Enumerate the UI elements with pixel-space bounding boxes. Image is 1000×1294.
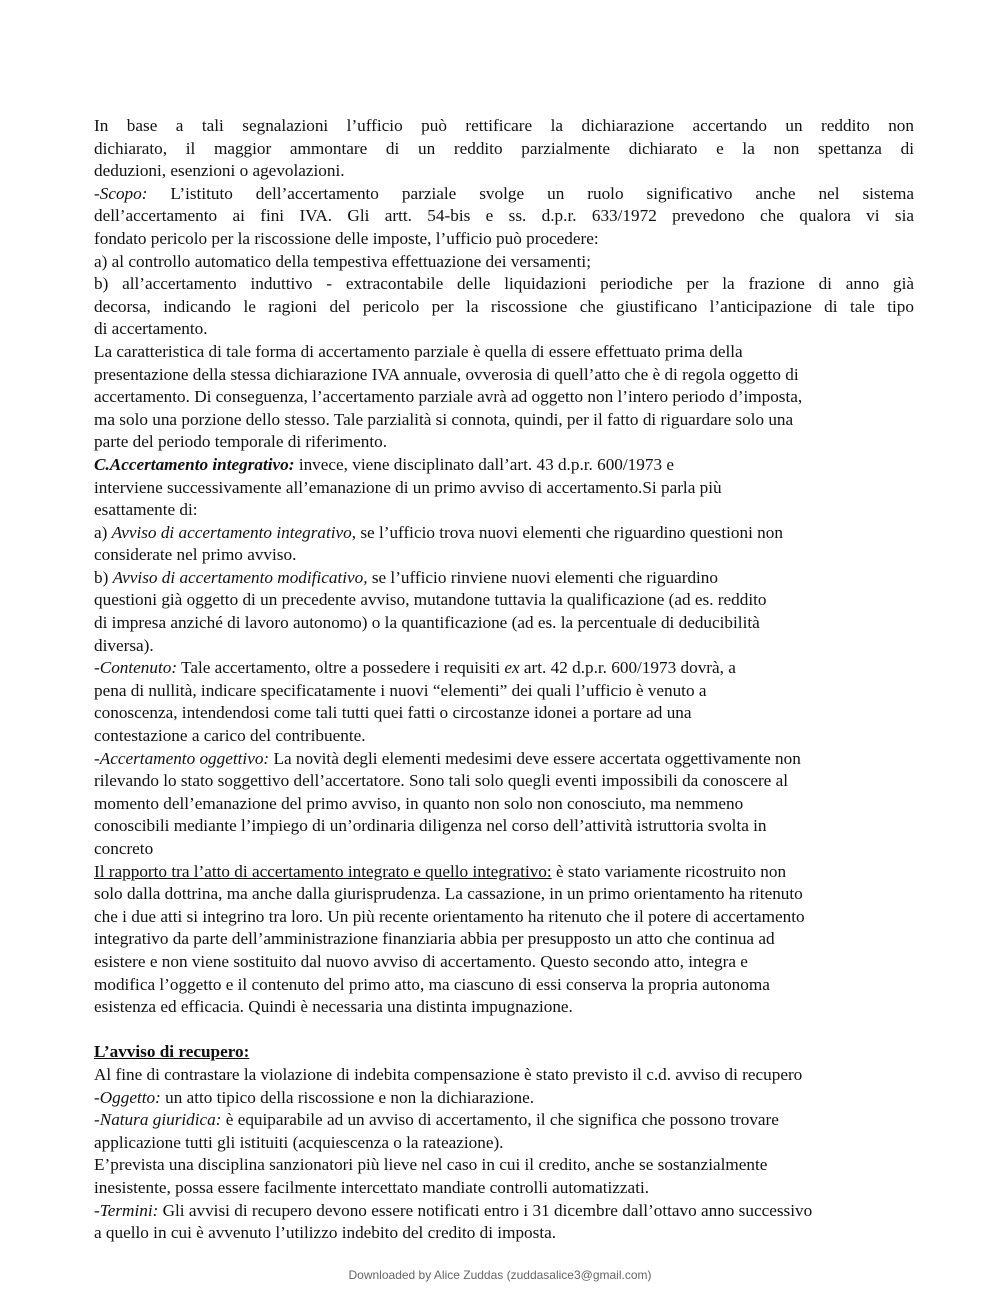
termini-label: Termini:	[99, 1200, 159, 1220]
integrativo-line: C.Accertamento integrativo: invece, viene disciplinato dall’art. 43 d.p.r. 600/1973 e	[94, 454, 674, 474]
contenuto-label: -Contenuto:	[94, 658, 178, 678]
text-line: diversa).	[94, 635, 154, 655]
scopo-line: -Scopo: L’istituto dell’accertamento parziale svolge un ruolo significativo anche nel sistema	[94, 183, 914, 203]
text-line: momento dell’emanazione del primo avviso, in quanto non solo non conosciuto, ma nemmeno	[94, 793, 744, 813]
text-line: di impresa anziché di lavoro autonomo) o la quantificazione (ad es. la percentuale di deducibilità	[94, 613, 760, 633]
text-line: a quello in cui è avvenuto l’utilizzo indebito del credito di imposta.	[94, 1223, 557, 1243]
recupero-heading: L’avviso di recupero:	[94, 1042, 250, 1062]
download-footer: Downloaded by Alice Zuddas (zuddasalice3@gmail.com)	[348, 1268, 652, 1282]
text-line: deduzioni, esenzioni o agevolazioni.	[94, 161, 345, 181]
text-line: accertamento. Di conseguenza, l’accertamento parziale avrà ad oggetto non l’intero periodo d’imposta,	[94, 387, 803, 407]
text-line: considerate nel primo avviso.	[94, 545, 297, 565]
list-item: b) Avviso di accertamento modificativo, se l’ufficio rinviene nuovi elementi che riguardino	[94, 567, 718, 587]
text-line: integrativo da parte dell’amministrazione finanziaria abbia per presupposto un atto che continua ad	[94, 929, 775, 949]
paragraph-gap	[94, 1019, 914, 1042]
text-line: esattamente di:	[94, 500, 198, 520]
section-heading: C.Accertamento integrativo:	[94, 454, 295, 474]
text-line: Al fine di contrastare la violazione di indebita compensazione è stato previsto il c.d. avviso di recupero	[94, 1064, 803, 1084]
termini-line: -Termini: Gli avvisi di recupero devono essere notificati entro i 31 dicembre dall’ottavo anno successivo	[94, 1200, 813, 1220]
oggetto-label: -Oggetto:	[94, 1087, 161, 1107]
text-line: b) all’accertamento induttivo - extracontabile delle liquidazioni periodiche per la frazione di anno già	[94, 274, 914, 294]
text-line: interviene successivamente all’emanazione di un primo avviso di accertamento.Si parla più	[94, 477, 722, 497]
contenuto-line: -Contenuto: Tale accertamento, oltre a possedere i requisiti ex art. 42 d.p.r. 600/1973 dovrà, a	[94, 658, 736, 678]
text-line: conoscibili mediante l’impiego di un’ordinaria diligenza nel corso dell’attività istruttoria svolta in	[94, 816, 767, 836]
text-line: La caratteristica di tale forma di accertamento parziale è quella di essere effettuato prima della	[94, 341, 743, 361]
text-line: contestazione a carico del contribuente.	[94, 726, 366, 746]
rapporto-line: Il rapporto tra l’atto di accertamento integrato e quello integrativo: è stato variamente ricostruito non	[94, 861, 787, 881]
text-line: decorsa, indicando le ragioni del pericolo per la riscossione che giustificano l’anticipazione di tale tipo	[94, 296, 914, 316]
text-line: che i due atti si integrino tra loro. Un più recente orientamento ha ritenuto che il potere di accertamento	[94, 906, 805, 926]
natura-line: -Natura giuridica: è equiparabile ad un avviso di accertamento, il che significa che possono trovare	[94, 1110, 779, 1130]
text-line: questioni già oggetto di un precedente avviso, mutandone tuttavia la qualificazione (ad es. reddito	[94, 590, 767, 610]
text-line: conoscenza, intendendosi come tali tutti quei fatti o circostanze idonei a portare ad una	[94, 703, 692, 723]
text-line: parte del periodo temporale di riferimento.	[94, 432, 388, 452]
text-line: concreto	[94, 839, 154, 858]
oggettivo-line: -Accertamento oggettivo: La novità degli elementi medesimi deve essere accertata oggettivamente non	[94, 748, 801, 768]
text-line: dichiarato, il maggior ammontare di un reddito parzialmente dichiarato e la non spettanza di	[94, 138, 914, 158]
text-line: modifica l’oggetto e il contenuto del primo atto, ma ciascuno di essi conserva la propria autonoma	[94, 974, 770, 994]
text-line: pena di nullità, indicare specificatamente i nuovi “elementi” dei quali l’ufficio è venuto a	[94, 680, 707, 700]
text-line: inesistente, possa essere facilmente intercettato mandiate controlli automatizzati.	[94, 1177, 650, 1197]
rapporto-heading: Il rapporto tra l’atto di accertamento integrato e quello integrativo:	[94, 861, 552, 881]
oggettivo-label: -Accertamento oggettivo:	[94, 748, 270, 768]
natura-label: -Natura giuridica:	[94, 1110, 222, 1130]
text-line: di accertamento.	[94, 319, 208, 339]
text-line: a) al controllo automatico della tempestiva effettuazione dei versamenti;	[94, 251, 591, 271]
text-line: fondato pericolo per la riscossione delle imposte, l’ufficio può procedere:	[94, 228, 599, 248]
text-line: solo dalla dottrina, ma anche dalla giurisprudenza. La cassazione, in un primo orientamento ha ritenuto	[94, 884, 803, 904]
text-line: E’prevista una disciplina sanzionatori più lieve nel caso in cui il credito, anche se sostanzialmente	[94, 1155, 768, 1175]
text-line: rilevando lo stato soggettivo dell’accertatore. Sono tali solo quegli eventi impossibili da conoscere al	[94, 771, 789, 791]
text-line: presentazione della stessa dichiarazione IVA annuale, ovverosia di quell’atto che è di regola oggetto di	[94, 364, 799, 384]
text-line: esistere e non viene sostituito dal nuovo avviso di accertamento. Questo secondo atto, integra e	[94, 951, 748, 971]
text-line: applicazione tutti gli istituiti (acquiescenza o la rateazione).	[94, 1132, 504, 1152]
list-item: a) Avviso di accertamento integrativo, se l’ufficio trova nuovi elementi che riguardino questioni non	[94, 522, 783, 542]
document-body	[94, 115, 914, 1245]
text-line: esistenza ed efficacia. Quindi è necessaria una distinta impugnazione.	[94, 997, 573, 1017]
text-line: ma solo una porzione dello stesso. Tale parzialità si connota, quindi, per il fatto di riguardare solo una	[94, 409, 794, 429]
scopo-label: -Scopo:	[94, 183, 148, 203]
text-line: In base a tali segnalazioni l’ufficio può rettificare la dichiarazione accertando un reddito non	[94, 116, 914, 135]
oggetto-line: -Oggetto: un atto tipico della riscossione e non la dichiarazione.	[94, 1087, 535, 1107]
text-line: dell’accertamento ai fini IVA. Gli artt. 54-bis e ss. d.p.r. 633/1972 prevedono che qualora vi sia	[94, 206, 914, 226]
